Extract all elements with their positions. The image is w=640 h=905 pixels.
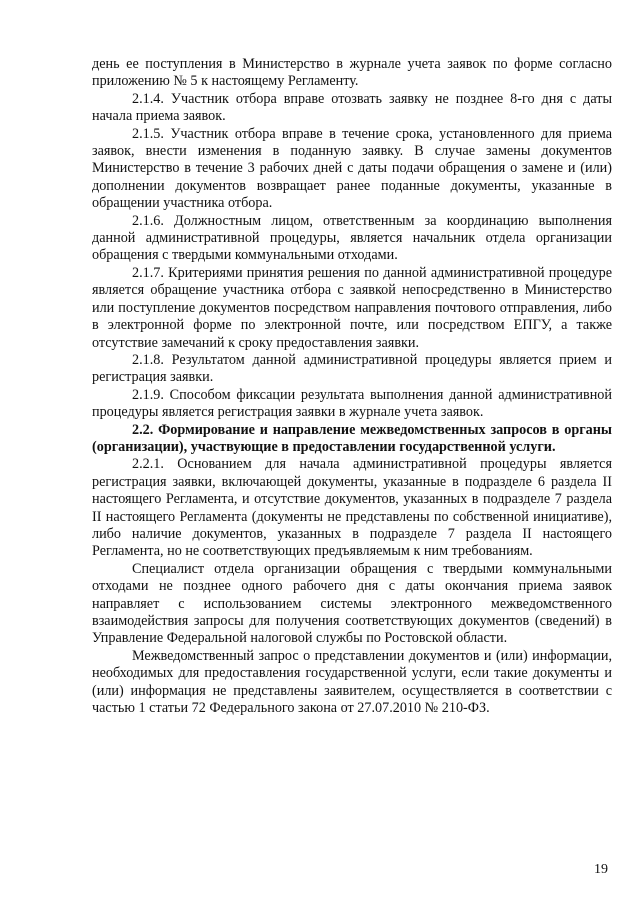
document-page: [92, 56, 612, 717]
paragraph-2-1-5: 2.1.5. Участник отбора вправе в течение срока, установленного для приема заявок, внести изменения в поданную заявку. В случае замены документов Министерство в течение 3 рабочих дней с даты подачи обращения о замене и (или) дополнении документов возвращает ранее поданные документы, указанные в обращении участника отбора.: [92, 125, 612, 212]
paragraph-specialist: Специалист отдела организации обращения с твердыми коммунальными отходами не позднее одного рабочего дня с даты окончания приема заявок направляет с использованием системы электронного межведомственного взаимодействия запросы для получения соответствующих документов (сведений) в Управление Федеральной налоговой службы по Ростовской области.: [92, 560, 612, 647]
paragraph-2-1-9: 2.1.9. Способом фиксации результата выполнения данной административной процедуры является регистрация заявки в журнале учета заявок.: [92, 386, 612, 421]
paragraph-2-1-7: 2.1.7. Критериями принятия решения по данной административной процедуре является обращение участника отбора с заявкой непосредственно в Министерство или поступление документов посредством направления почтового отправления, либо в электронной форме по электронной почте, или посредством ЕПГУ, а также отсутствие замечаний к сроку предоставления заявки.: [92, 264, 612, 351]
section-heading-2-2: 2.2. Формирование и направление межведомственных запросов в органы (организации), участвующие в предоставлении государственной услуги.: [92, 421, 612, 455]
paragraph-2-1-8: 2.1.8. Результатом данной административной процедуры является прием и регистрация заявки.: [92, 351, 612, 386]
paragraph-2-1-6: 2.1.6. Должностным лицом, ответственным за координацию выполнения данной административной процедуры, является начальник отдела организации обращения с твердыми коммунальными отходами.: [92, 212, 612, 264]
page-number: 19: [594, 862, 608, 877]
paragraph-continuation: день ее поступления в Министерство в журнале учета заявок по форме согласно приложению № 5 к настоящему Регламенту.: [92, 56, 612, 90]
paragraph-interagency-request: Межведомственный запрос о представлении документов и (или) информации, необходимых для предоставления государственной услуги, если такие документы и (или) информация не представлены заявителем, осуществляется в соответствии с частью 1 статьи 72 Федерального закона от 27.07.2010 № 210-ФЗ.: [92, 647, 612, 717]
paragraph-2-1-4: 2.1.4. Участник отбора вправе отозвать заявку не позднее 8-го дня с даты начала приема заявок.: [92, 90, 612, 125]
paragraph-2-2-1: 2.2.1. Основанием для начала административной процедуры является регистрация заявки, включающей документы, указанные в подразделе 6 раздела II настоящего Регламента, и отсутствие документов, указанных в подразделе 7 раздела II настоящего Регламента (документы не представлены по собственной инициативе), либо наличие документов, указанных в подразделе 7 раздела II настоящего Регламента, но не соответствующих предъявляемым к ним требованиям.: [92, 456, 612, 560]
